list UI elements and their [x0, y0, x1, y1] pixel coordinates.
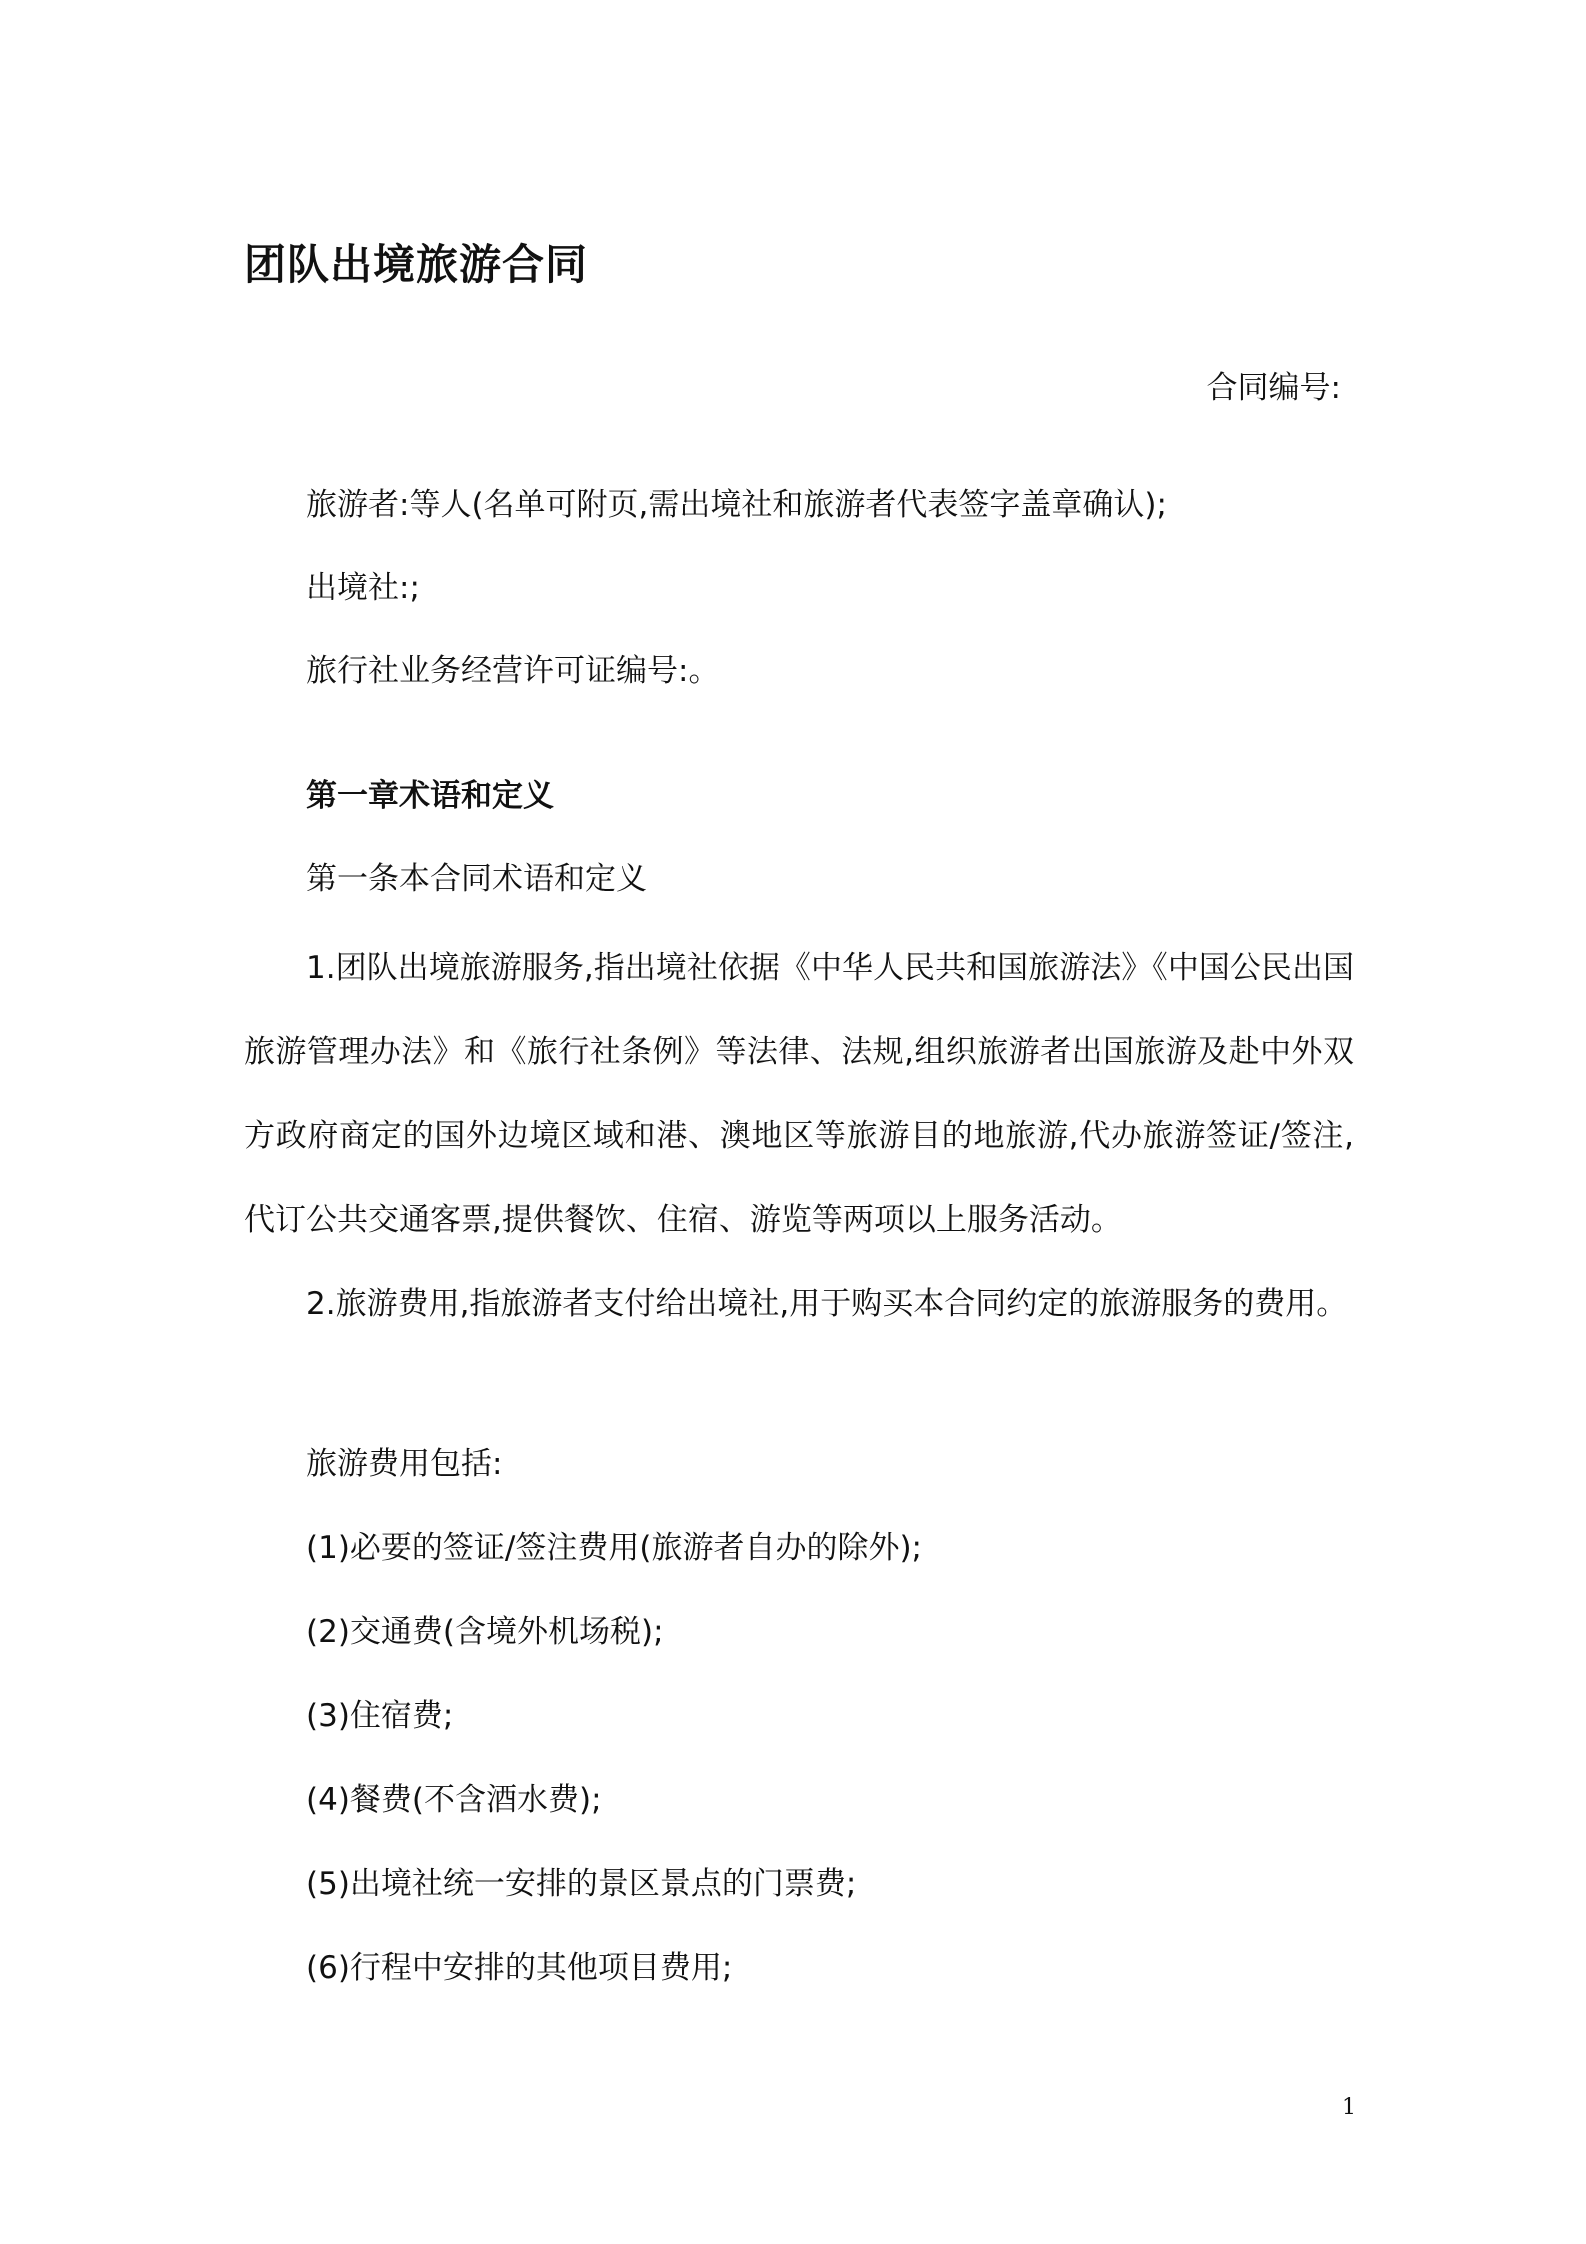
- party-license-number: 旅行社业务经营许可证编号:。: [306, 653, 720, 689]
- chapter-heading: 第一章术语和定义: [306, 778, 554, 814]
- page-number: 1: [1342, 2095, 1356, 2120]
- definition-paragraph-2: 2.旅游费用,指旅游者支付给出境社,用于购买本合同约定的旅游服务的费用。: [306, 1286, 1348, 1322]
- fee-item: (1)必要的签证/签注费用(旅游者自办的除外);: [306, 1530, 922, 1566]
- fee-intro: 旅游费用包括:: [306, 1446, 503, 1482]
- fee-item: (6)行程中安排的其他项目费用;: [306, 1950, 733, 1986]
- fee-item: (4)餐费(不含酒水费);: [306, 1782, 602, 1818]
- party-traveler: 旅游者:等人(名单可附页,需出境社和旅游者代表签字盖章确认);: [306, 487, 1167, 523]
- document-title: 团队出境旅游合同: [244, 240, 589, 289]
- party-agency: 出境社:;: [306, 570, 420, 606]
- fee-item: (2)交通费(含境外机场税);: [306, 1614, 664, 1650]
- contract-number-label: 合同编号:: [1206, 370, 1341, 406]
- definition-paragraph-1: 1.团队出境旅游服务,指出境社依据《中华人民共和国旅游法》《中国公民出国旅游管理办法》和《旅行社条例》等法律、法规,组织旅游者出国旅游及赴中外双方政府商定的国外边境区域和港、澳地区等旅游目的地旅游,代办旅游签证/签注,代订公共交通客票,提供餐饮、住宿、游览等两项以上服务活动。: [244, 950, 1354, 1238]
- fee-item: (3)住宿费;: [306, 1698, 454, 1734]
- article-heading: 第一条本合同术语和定义: [306, 861, 647, 897]
- fee-item: (5)出境社统一安排的景区景点的门票费;: [306, 1866, 857, 1902]
